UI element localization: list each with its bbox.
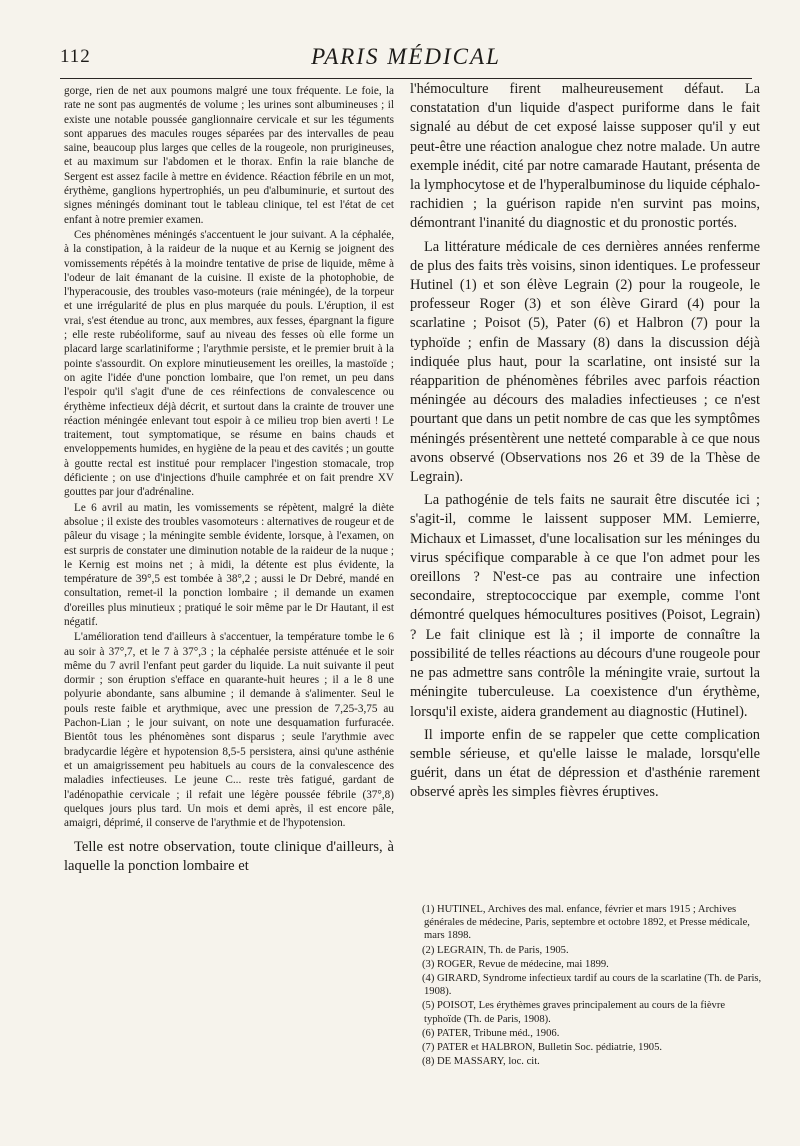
footnote: (7) PATER et HALBRON, Bulletin Soc. pédiatrie, 1905. bbox=[422, 1042, 663, 1054]
footnote: (4) GIRARD, Syndrome infectieux tardif au cours de la scarlatine (Th. de Paris, 1908). bbox=[422, 973, 762, 998]
footnote: (3) ROGER, Revue de médecine, mai 1899. bbox=[422, 958, 609, 970]
right-paragraph: La pathogénie de tels faits ne saurait être discutée ici ; s'agit-il, comme le laissent supposer MM. Lemierre, Michaux et Limasset, d'une localisation sur les méninges du virus spécifique comparable à ce que l'on admet pour les oreillons ? N'est-ce pas au contraire une infection secondaire, streptococcique par exemple, comme l'ont démontré quelques hémocultures positives (Poisot, Legrain) ? Le fait clinique est là ; il importe de connaître la possibilité de telles réactions au décours d'une rougeole pour ne pas admettre sans contrôle la méningite vraie, surtout la méningite tuberculeuse. La coexistence d'un érythème, lorsqu'il existe, aidera grandement au diagnostic (Hutinel). bbox=[410, 492, 760, 720]
left-column bbox=[64, 84, 394, 876]
footnote: (5) POISOT, Les érythèmes graves principalement au cours de la fièvre typhoïde (Th. de Paris, 1908). bbox=[422, 1000, 726, 1025]
left-paragraph: gorge, rien de net aux poumons malgré une toux fréquente. Le foie, la rate ne sont pas augmentés de volume ; les urines sont albumineuses ; il existe une notable poussée ganglionnaire cervicale et sur les téguments sont apparues des macules rouges séparées par des intervalles de peau saine, beaucoup plus larges que celles de la rougeole, non prurigineuses, et au maximum sur l'abdomen et le thorax. Enfin la raie blanche de Sergent est assez facile à mettre en évidence. Réaction fébrile en un mot, érythème, ganglions hypertrophiés, un peu d'albuminurie, et surtout des signes méningés dominant tout le tableau clinique, tel est l'état de cet enfant à notre premier examen. bbox=[64, 85, 394, 226]
page-number: 112 bbox=[60, 46, 91, 67]
footnote: (1) HUTINEL, Archives des mal. enfance, février et mars 1915 ; Archives générales de médecine, Paris, septembre et octobre 1892, et Presse médicale, mars 1898. bbox=[422, 904, 750, 942]
right-paragraph: La littérature médicale de ces dernières années renferme de plus des faits très voisins, sinon identiques. Le professeur Hutinel (1) et son élève Legrain (2) pour la rougeole, le professeur Roger (3) et son élève Girard (4) pour la scarlatine ; Poisot (5), Pater (6) et Halbron (7) pour la typhoïde ; enfin de Massary (8) dans la discussion déjà indiquée plus haut, pour la scarlatine, ont insisté sur la réapparition de phénomènes fébriles avec parfois réaction méningée au décours des maladies infectieuses ; ce n'est pourtant que dans un petit nombre de cas que les symptômes méningés présentèrent une netteté comparable à ce que nous avons observé (Observations nos 26 et 39 de la Thèse de Legrain). bbox=[410, 238, 760, 486]
left-paragraph: Telle est notre observation, toute clinique d'ailleurs, à laquelle la ponction lombaire et bbox=[64, 839, 394, 875]
footnote: (8) DE MASSARY, loc. cit. bbox=[422, 1056, 540, 1068]
left-paragraph: Le 6 avril au matin, les vomissements se répètent, malgré la diète absolue ; il existe des troubles vasomoteurs : alternatives de rougeur et de pâleur du visage ; la méningite semble évidente, lorsque, à l'examen, on est surpris de constater une diminution notable de la raideur de la nuque ; le Kernig est moins net ; à midi, la détente est plus évidente, la température de 39°,5 est tombée à 38°,2 ; aussi le Dr Debré, mandé en consultation, remet-il la ponction lombaire ; il demande un examen d'oreilles plus minutieux ; pratiqué le soir même par le Dr Hautant, il est négatif. bbox=[64, 501, 394, 628]
footnote: (2) LEGRAIN, Th. de Paris, 1905. bbox=[422, 944, 569, 956]
footnote: (6) PATER, Tribune méd., 1906. bbox=[422, 1027, 560, 1039]
right-column bbox=[410, 80, 760, 803]
running-title: PARIS MÉDICAL bbox=[311, 44, 501, 69]
left-paragraph: L'amélioration tend d'ailleurs à s'accentuer, la température tombe le 6 au soir à 37°,7, et le 7 à 37°,3 ; la céphalée persiste atténuée et le soir même du 7 avril l'enfant peut garder du liquide. La nuit suivante il peut dormir ; son éruption s'efface en quarante-huit heures ; il a le 8 une polyurie abondante, sans albumine ; il demande à s'alimenter. Seul le pouls reste faible et arythmique, avec une pression de 7,25-3,75 au Pachon-Lian ; le jour suivant, on note une desquamation furfuracée. Bientôt tous les phénomènes sont disparus ; seule l'arythmie avec bradycardie légère et hypotension 8,5-5 persistera, ainsi qu'une asthénie et un amaigrissement peu habituels au cours de la convalescence des maladies infectieuses. Le jeune C... reste très fatigué, gardant de l'adénopathie cervicale ; il refait une légère poussée fébrile (37°,8) quelques jours plus tard. Un mois et demi après, il est encore pâle, amaigri, déprimé, il conserve de l'arythmie et de l'hypotension. bbox=[64, 631, 394, 830]
page-header bbox=[60, 44, 752, 79]
right-paragraph: l'hémoculture firent malheureusement défaut. La constatation d'un liquide d'aspect puriforme dans le fait signalé au début de cet exposé laisse supposer qu'il y eut peut-être une réaction analogue chez notre malade. Un autre exemple inédit, cité par notre camarade Hautant, présenta de la lymphocytose et de l'hyperalbuminose du liquide céphalo-rachidien ; la guérison rapide n'en survint pas moins, démontrant l'inanité du diagnostic et du pronostic portés. bbox=[410, 81, 760, 232]
left-paragraph: Ces phénomènes méningés s'accentuent le jour suivant. A la céphalée, à la constipation, à la raideur de la nuque et au Kernig se joignent des vomissements répétés à la moindre tentative de prise de liquide, même à l'odeur de lait émanant de la cuisine. Il existe de la photophobie, de l'hyperacousie, des troubles vaso-moteurs (raie méningée), de la torpeur et une irrégularité de plus en plus marquée du pouls. L'éruption, il est vrai, s'est étendue au tronc, aux membres, aux fesses, épargnant la figure ; elle reste rubéoliforme, sauf au niveau des fesses où elle forme un placard large scarlatiniforme ; l'arythmie persiste, et le premier bruit à la pointe s'assourdit. On explore minutieusement les oreilles, la mastoïde ; on agite l'idée d'une ponction lombaire, que l'on remet, un peu dans l'espoir qu'il s'agit d'une de ces réinfections de convalescence ou érythème infectieux déjà décrit, et surtout dans la crainte de trouver une réaction méningée enlevant tout espoir à ce milieu trop bien averti ! Le traitement, tout symptomatique, se résume en bains chauds et enveloppements humides, en hygiène de la peau et des cavités ; un goutte à goutte rectal est institué pour remplacer l'ingestion stomacale, trop déficiente ; on use d'injections d'huile camphrée et on fait prendre XV gouttes par jour d'adrénaline. bbox=[64, 228, 394, 499]
right-paragraph: Il importe enfin de se rappeler que cette complication semble sérieuse, et qu'elle laisse le malade, lorsqu'elle guérit, dans un état de dépression et d'asthénie rarement observé après les simples fièvres éruptives. bbox=[410, 726, 760, 801]
footnotes bbox=[410, 903, 762, 1068]
